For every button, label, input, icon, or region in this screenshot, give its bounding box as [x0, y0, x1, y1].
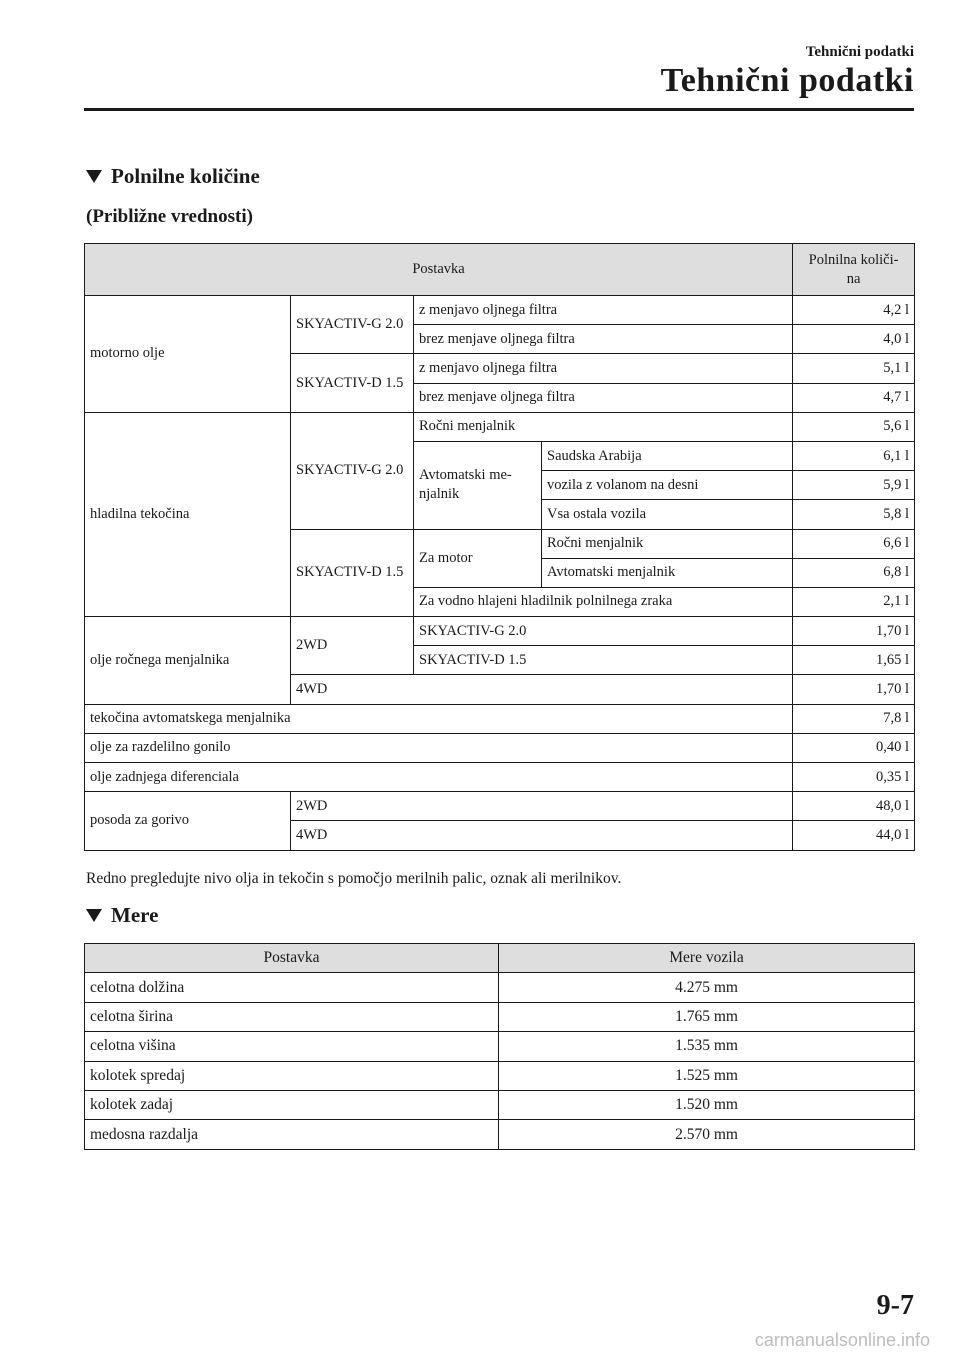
mt-oil-d: SKYACTIV-D 1.5 — [414, 646, 793, 675]
mt-oil-label: olje ročnega menjalnika — [85, 617, 291, 705]
dimension-label: medosna razdalja — [85, 1120, 499, 1149]
fuel-tank-label: posoda za gorivo — [85, 792, 291, 850]
engine-oil-g-with: z menjavo oljnega filtra — [414, 296, 793, 325]
fuel-tank-2wd-value: 48,0 l — [793, 792, 915, 821]
mt-oil-g-value: 1,70 l — [793, 617, 915, 646]
coolant-d-manual: Ročni menjalnik — [542, 529, 793, 558]
coolant-g: SKYACTIV-G 2.0 — [291, 412, 414, 529]
engine-oil-g-without-value: 4,0 l — [793, 325, 915, 354]
col-header-amount: Polnilna količi- na — [793, 244, 915, 296]
header-divider — [84, 108, 914, 111]
mt-oil-4wd: 4WD — [291, 675, 793, 704]
col-header-item: Postavka — [85, 244, 793, 296]
coolant-d-manual-value: 6,6 l — [793, 529, 915, 558]
engine-oil-d-with: z menjavo oljnega filtra — [414, 354, 793, 383]
inspection-note: Redno pregledujte nivo olja in tekočin s pomočjo merilnih palic, oznak ali merilnikov. — [86, 870, 622, 887]
coolant-d-auto: Avtomatski menjalnik — [542, 558, 793, 587]
coolant-other-value: 5,8 l — [793, 500, 915, 529]
engine-oil-d: SKYACTIV-D 1.5 — [291, 354, 414, 412]
coolant-d: SKYACTIV-D 1.5 — [291, 529, 414, 617]
mt-oil-2wd: 2WD — [291, 617, 414, 675]
engine-oil-d-with-value: 5,1 l — [793, 354, 915, 383]
engine-oil-label: motorno olje — [85, 296, 291, 413]
dimension-label: kolotek zadaj — [85, 1090, 499, 1119]
coolant-g-automatic: Avtomatski me- njalnik — [414, 441, 542, 529]
dimension-value: 1.520 mm — [499, 1090, 915, 1119]
coolant-saudi: Saudska Arabija — [542, 441, 793, 470]
table-header-row — [85, 944, 915, 973]
fuel-tank-2wd: 2WD — [291, 792, 793, 821]
header-section-label: Tehnični podatki — [805, 44, 914, 60]
table-row — [85, 973, 915, 1002]
table-row — [85, 792, 915, 821]
dimension-value: 4.275 mm — [499, 973, 915, 1002]
mt-oil-d-value: 1,65 l — [793, 646, 915, 675]
triangle-down-icon — [86, 909, 102, 922]
table-header-row — [85, 244, 915, 296]
table-row — [85, 1120, 915, 1149]
fill-section-title: Polnilne količine — [111, 164, 260, 188]
dimension-label: celotna višina — [85, 1032, 499, 1061]
col-header-value: Mere vozila — [499, 944, 915, 973]
fuel-tank-4wd-value: 44,0 l — [793, 821, 915, 850]
coolant-rhd: vozila z volanom na desni — [542, 471, 793, 500]
dimension-value: 1.535 mm — [499, 1032, 915, 1061]
coolant-d-auto-value: 6,8 l — [793, 558, 915, 587]
mere-section-title: Mere — [111, 903, 159, 927]
rear-diff-value: 0,35 l — [793, 763, 915, 792]
table-row — [85, 1061, 915, 1090]
engine-oil-g: SKYACTIV-G 2.0 — [291, 296, 414, 354]
engine-oil-d-without-value: 4,7 l — [793, 383, 915, 412]
coolant-rhd-value: 5,9 l — [793, 471, 915, 500]
dimension-value: 2.570 mm — [499, 1120, 915, 1149]
table-row — [85, 1032, 915, 1061]
atf-value: 7,8 l — [793, 704, 915, 733]
table-row — [85, 733, 915, 762]
transfer-label: olje za razdelilno gonilo — [85, 733, 793, 762]
coolant-for-engine: Za motor — [414, 529, 542, 587]
table-row — [85, 704, 915, 733]
atf-label: tekočina avtomatskega menjalnika — [85, 704, 793, 733]
section-title-fill — [86, 164, 260, 189]
table-row — [85, 763, 915, 792]
fill-quantities-table — [84, 243, 915, 851]
rear-diff-label: olje zadnjega diferenciala — [85, 763, 793, 792]
coolant-g-manual: Ročni menjalnik — [414, 412, 793, 441]
triangle-down-icon — [86, 170, 102, 183]
section-title-mere — [86, 903, 158, 928]
coolant-saudi-value: 6,1 l — [793, 441, 915, 470]
transfer-value: 0,40 l — [793, 733, 915, 762]
mt-oil-4wd-value: 1,70 l — [793, 675, 915, 704]
engine-oil-g-with-value: 4,2 l — [793, 296, 915, 325]
col-header-item: Postavka — [85, 944, 499, 973]
dimensions-table — [84, 943, 915, 1150]
page-title: Tehnični podatki — [660, 62, 914, 99]
fuel-tank-4wd: 4WD — [291, 821, 793, 850]
table-row — [85, 1090, 915, 1119]
table-row — [85, 617, 915, 646]
coolant-other: Vsa ostala vozila — [542, 500, 793, 529]
dimension-label: kolotek spredaj — [85, 1061, 499, 1090]
coolant-intercooler: Za vodno hlajeni hladilnik polnilnega zraka — [414, 587, 793, 616]
coolant-g-manual-value: 5,6 l — [793, 412, 915, 441]
dimension-value: 1.765 mm — [499, 1002, 915, 1031]
dimension-value: 1.525 mm — [499, 1061, 915, 1090]
table-row — [85, 296, 915, 325]
table-row — [85, 1002, 915, 1031]
dimension-label: celotna širina — [85, 1002, 499, 1031]
coolant-intercooler-value: 2,1 l — [793, 587, 915, 616]
dimension-label: celotna dolžina — [85, 973, 499, 1002]
fill-subtitle: (Približne vrednosti) — [86, 206, 253, 227]
engine-oil-g-without: brez menjave oljnega filtra — [414, 325, 793, 354]
engine-oil-d-without: brez menjave oljnega filtra — [414, 383, 793, 412]
mt-oil-g: SKYACTIV-G 2.0 — [414, 617, 793, 646]
table-row — [85, 412, 915, 441]
coolant-label: hladilna tekočina — [85, 412, 291, 616]
watermark: carmanualsonline.info — [754, 1330, 930, 1350]
page-number: 9-7 — [876, 1290, 914, 1321]
